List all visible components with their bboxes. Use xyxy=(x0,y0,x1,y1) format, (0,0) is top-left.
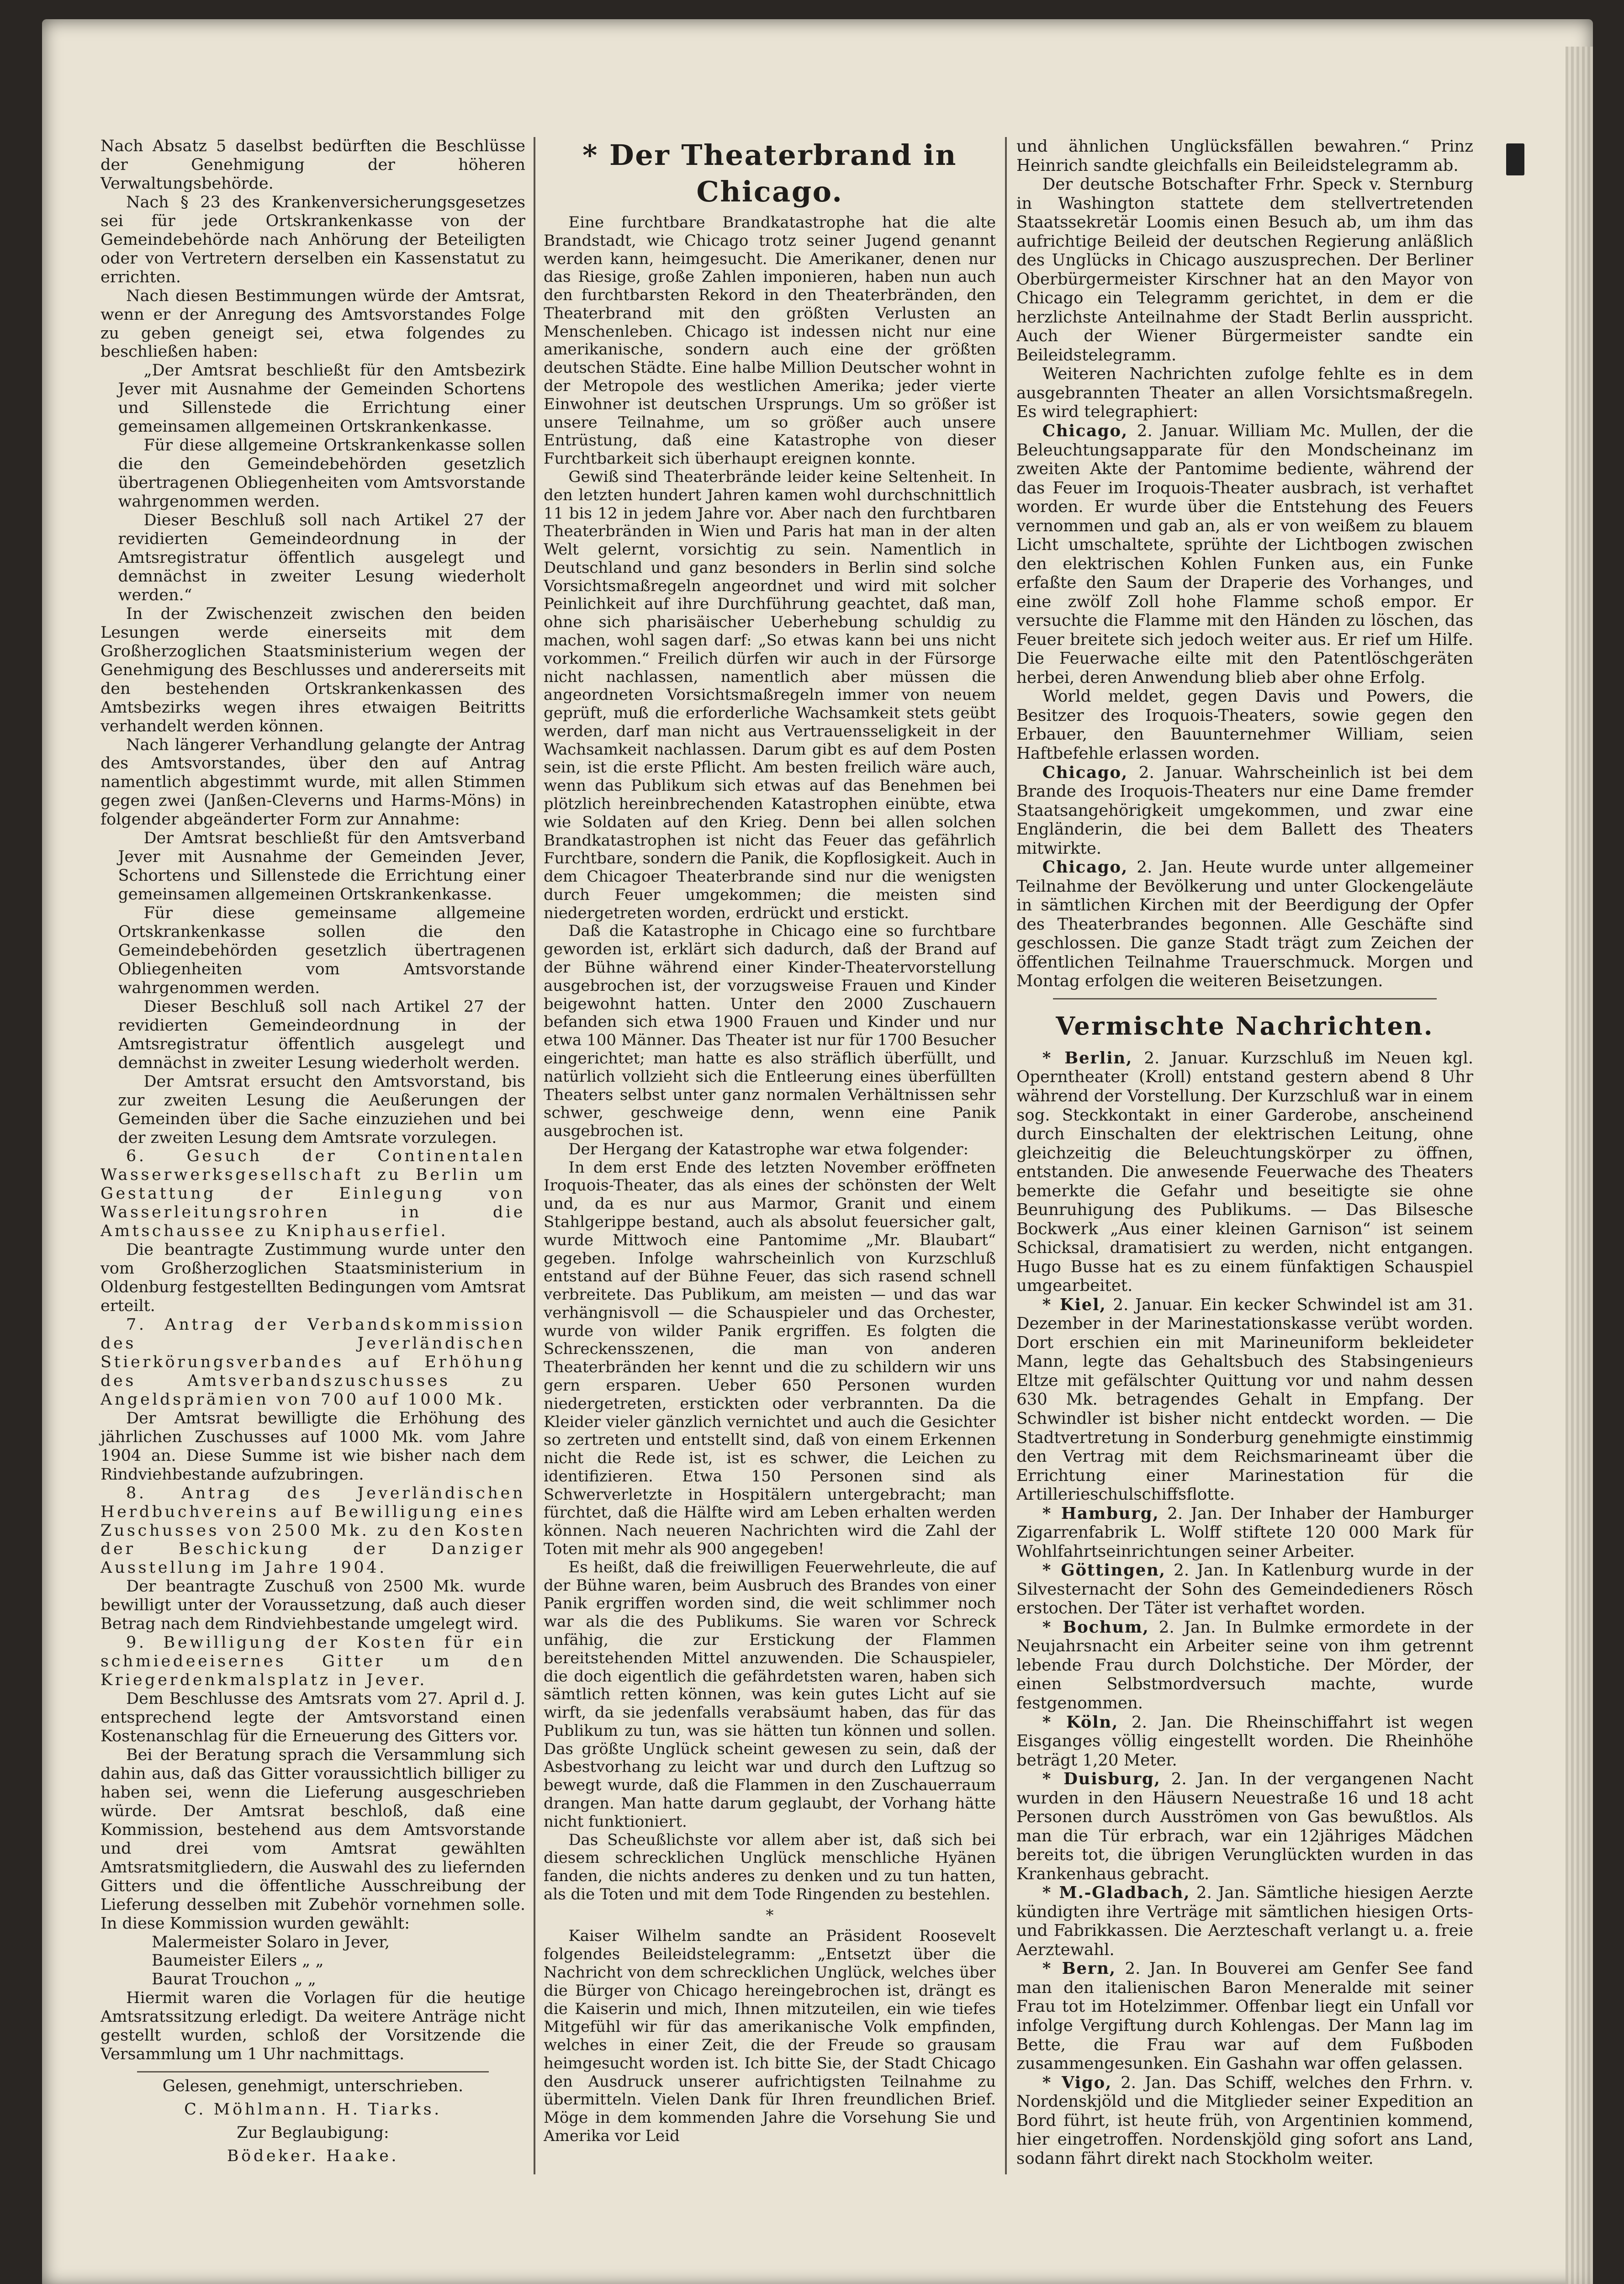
resolution-text: Für diese allgemeine Ortskrankenkasse sollen die den Gemeindebehörden gesetzlich übertragenen Obliegenheiten vom Amtsvorstande wahrgenommen werden. xyxy=(118,436,525,511)
news-item xyxy=(1016,1295,1473,1504)
signoff-line: Gelesen, genehmigt, unterschrieben. xyxy=(162,2077,464,2096)
paragraph: Es heißt, daß die freiwilligen Feuerwehrleute, die auf der Bühne waren, beim Ausbruch des Brandes von einer Panik ergriffen worden sind, die weit schlimmer noch war als die des Publikums. Sie waren vor Schreck unfähig, die zur Erstickung der Flammen bereitstehenden Mittel anzuwenden. Die Schauspieler, die doch eigentlich die gefährdetsten waren, haben sich sämtlich retten können, was kein gutes Licht auf sie wirft, da sie jedenfalls verabsäumt haben, das für das Publikum zu tun, was sie hätten tun können und sollen. Das größte Unglück scheint gewesen zu sein, daß der Asbestvorhang zu leicht war und durch den Luftzug so bewegt wurde, daß die Flammen in den Zuschauerraum drangen. Man hatte darum geglaubt, der Vorhang hätte nicht funktioniert. xyxy=(544,1558,996,1831)
commission-member: Baurat Trouchon „ „ xyxy=(152,1970,316,1989)
news-dateline: * M.-Gladbach, xyxy=(1042,1883,1190,1903)
paragraph: Der beantragte Zuschuß von 2500 Mk. wurde bewilligt unter der Voraussetzung, daß auch dieser Betrag nach dem Rindviehbestande umgelegt wird. xyxy=(101,1577,525,1634)
news-item xyxy=(1016,1713,1473,1770)
paragraph: Nach § 23 des Krankenversicherungsgesetzes sei für jede Ortskrankenkasse von der Gemeindebehörde nach Anhörung der Beteiligten oder von Vertretern derselben ein Kassenstatut zu errichten. xyxy=(101,193,525,286)
section-title: Vermischte Nachrichten. xyxy=(1056,1011,1434,1041)
news-dateline: * Köln, xyxy=(1042,1713,1119,1732)
resolution-text: Dieser Beschluß soll nach Artikel 27 der revidierten Gemeindeordnung in der Amtsregistratur öffentlich ausgelegt und demnächst in zweiter Lesung wiederholt werden.“ xyxy=(118,511,525,604)
paragraph: In der Zwischenzeit zwischen den beiden Lesungen werde einerseits mit dem Großherzoglichen Staatsministerium wegen der Genehmigung des Beschlusses und andererseits mit den bestehenden Ortskrankenkassen des Amtsbezirks wegen ihres etwaigen Beitritts verhandelt werden können. xyxy=(101,604,525,735)
agenda-item: 8. Antrag des Jeverländischen Herdbuchvereins auf Bewilligung eines Zuschusses von 2500 Mk. zu den Kosten der Beschickung der Danziger Ausstellung im Jahre 1904. xyxy=(101,1484,525,1577)
news-dateline: * Kiel, xyxy=(1042,1295,1106,1314)
kaiser-telegram: Kaiser Wilhelm sandte an Präsident Roosevelt folgendes Beileidstelegramm: „Entsetzt über die Nachricht von dem schrecklichen Unglück, welches über die Bürger von Chicago hereingebrochen ist, drängt es die Kaiserin und mich, Ihnen mitzuteilen, ein wie tiefes Mitgefühl wir für das amerikanische Volk empfinden, welches in einer Zeit, die der Freude so grausam heimgesucht worden ist. Ich bitte Sie, der Stadt Chicago den Ausdruck unserer aufrichtigsten Teilnahme zu übermitteln. Vielen Dank für Ihren freundlichen Brief. Möge in dem kommenden Jahre die Vorsehung Sie und Amerika vor Leid xyxy=(544,1927,996,2146)
news-item xyxy=(1016,1561,1473,1618)
paragraph: Eine furchtbare Brandkatastrophe hat die alte Brandstadt, wie Chicago trotz seiner Jugend genannt werden kann, heimgesucht. Die Amerikaner, denen nur das Riesige, große Zahlen imponieren, haben nun auch den furchtbarsten Rekord in den Theaterbränden, den Theaterbrand mit den größten Verlusten an Menschenleben. Chicago ist indessen nicht nur eine amerikanische, sondern auch eine der größten deutschen Städte. Eine halbe Million Deutscher wohnt in der Metropole des westlichen Amerika; jeder vierte Einwohner ist deutschen Ursprungs. Um so größer ist unsere Teilnahme, um so größer auch unsere Entrüstung, daß eine Katastrophe von dieser Furchtbarkeit sich überhaupt ereignen konnte. xyxy=(544,213,996,468)
report xyxy=(1016,858,1473,991)
news-text: 2. Jan. Der Inhaber der Hamburger Zigarrenfabrik L. Wolff stiftete 120 000 Mark für Wohlfahrtseinrichtungen seiner Arbeiter. xyxy=(1016,1504,1473,1561)
certifiers: Bödeker. Haake. xyxy=(227,2147,399,2166)
news-dateline: * Berlin, xyxy=(1042,1048,1133,1068)
paragraph: Nach längerer Verhandlung gelangte der Antrag des Amtsvorstandes, über den auf Antrag namentlich abgestimmt wurde, mit allen Stimmen gegen zwei (Janßen-Cleverns und Harms-Möns) in folgender abgeänderter Form zur Annahme: xyxy=(101,735,525,829)
paragraph: Nach diesen Bestimmungen würde der Amtsrat, wenn er der Anregung des Amtsvorstandes Folge zu geben geneigt sei, etwa folgendes zu beschließen haben: xyxy=(101,286,525,361)
news-dateline: * Vigo, xyxy=(1042,2073,1112,2092)
news-dateline: * Bern, xyxy=(1042,1959,1116,1978)
news-item xyxy=(1016,2073,1473,2168)
agenda-item: 7. Antrag der Verbandskommission des Jeverländischen Stierkörungsverbandes auf Erhöhung des Amtsverbandszuschusses zu Angeldsprämien von 700 auf 1000 Mk. xyxy=(101,1316,525,1409)
news-text: 2. Jan. Sämtliche hiesigen Aerzte kündigten ihre Verträge mit sämtlichen hiesigen Orts- und Fabrikkassen. Die Aerzteschaft verlangt u. a. freie Aerztewahl. xyxy=(1016,1883,1473,1959)
report xyxy=(1016,763,1473,858)
paragraph: Dem Beschlusse des Amtsrats vom 27. April d. J. entsprechend legte der Amtsvorstand einen Kostenanschlag für die Erneuerung des Gitters vor. xyxy=(101,1690,525,1746)
column-nachrichten xyxy=(1016,137,1473,2168)
news-dateline: * Göttingen, xyxy=(1042,1561,1166,1580)
column-rule-left xyxy=(534,137,535,2174)
agenda-item: 6. Gesuch der Continentalen Wasserwerksgesellschaft zu Berlin um Gestattung der Einlegung von Wasserleitungsrohren in die Amtschaussee zu Kniphauserfiel. xyxy=(101,1147,525,1241)
news-item xyxy=(1016,1618,1473,1713)
paragraph: Nach Absatz 5 daselbst bedürften die Beschlüsse der Genehmigung der höheren Verwaltungsbehörde. xyxy=(101,137,525,193)
news-item xyxy=(1016,1883,1473,1959)
paragraph: Der deutsche Botschafter Frhr. Speck v. Sternburg in Washington stattete dem stellvertretenden Staatssekretär Loomis einen Besuch ab, um ihm das aufrichtige Beileid der deutschen Regierung anläßlich des Unglücks in Chicago auszusprechen. Der Berliner Oberbürgermeister Kirschner hat an den Mayor von Chicago ein Telegramm gerichtet, in dem er die herzlichste Anteilnahme der Stadt Berlin ausspricht. Auch der Wiener Bürgermeister sandte ein Beileidstelegramm. xyxy=(1016,175,1473,365)
report-text: 2. Januar. William Mc. Mullen, der die Beleuchtungsapparate für den Mondscheinanz im zweiten Akte der Pantomime bediente, während der das Feuer im Iroquois-Theater ausbrach, ist verhaftet worden. Er wurde über die Entstehung des Feuers vernommen und gab an, als er von weißem zu blauem Licht umschaltete, sprühte der Lichtbogen zwischen den elektrischen Kohlen Funken aus, ein Funke erfaßte den Saum der Draperie des Vorhanges, und eine zwölf Zoll hohe Flamme schoß empor. Er versuchte die Flamme mit den Händen zu löschen, das Feuer breitete sich jedoch weiter aus. Er rief um Hilfe. Die Feuerwache eilte mit den Patentlöschgeräten herbei, deren Anwendung blieb aber ohne Erfolg. xyxy=(1016,421,1473,687)
resolution-text: Der Amtsrat ersucht den Amtsvorstand, bis zur zweiten Lesung die Aeußerungen der Gemeinden über die Sache einzuziehen und bei der zweiten Lesung dem Amtsrate vorzulegen. xyxy=(118,1072,525,1147)
resolution-text: Dieser Beschluß soll nach Artikel 27 der revidierten Gemeindeordnung in der Amtsregistratur öffentlich ausgelegt und demnächst in zweiter Lesung wiederholt werden. xyxy=(118,997,525,1072)
column-amtsrat xyxy=(101,137,525,2166)
paragraph: Die beantragte Zustimmung wurde unter den vom Großherzoglichen Staatsministerium in Oldenburg festgestellten Bedingungen vom Amtsrat erteilt. xyxy=(101,1241,525,1316)
paragraph: Daß die Katastrophe in Chicago eine so furchtbare geworden ist, erklärt sich dadurch, daß der Brand auf der Bühne während einer Kinder-Theatervorstellung ausgebrochen ist, der vorzugsweise Frauen und Kinder beigewohnt hatten. Unter den 2000 Zuschauern befanden sich etwa 1900 Frauen und Kinder und nur etwa 100 Männer. Das Theater ist nur für 1700 Besucher eingerichtet; man hatte es also sträflich überfüllt, und natürlich vollzieht sich die Entleerung eines überfüllten Theaters selbst unter ganz normalen Verhältnissen sehr schwer, geschweige denn, wenn eine Panik ausgebrochen ist. xyxy=(544,922,996,1141)
divider xyxy=(137,2071,489,2073)
paragraph: In dem erst Ende des letzten November eröffneten Iroquois-Theater, das als eines der schönsten der Welt und, da es nur aus Marmor, Granit und einem Stahlgerippe bestand, auch als absolut feuersicher galt, wurde Mittwoch eine Pantomime „Mr. Blaubart“ gegeben. Infolge wahrscheinlich von Kurzschluß entstand auf der Bühne Feuer, das sich rasend schnell verbreitete. Das Publikum, am meisten — und das war verhängnisvoll — die Schauspieler und das Orchester, wurde von wilder Panik ergriffen. Es folgten die Schreckensszenen, die man von anderen Theaterbränden her kennt und die zu schildern wir uns gern ersparen. Ueber 650 Personen wurden niedergetreten, erstickten oder verbrannten. Da die Kleider vieler gänzlich vernichtet und auch die Gesichter so zertreten und entstellt sind, daß von einem Erkennen nicht die Rede ist, ist es schwer, die Leichen zu identifizieren. Etwa 150 Personen sind als Schwerverletzte in Hospitälern untergebracht; man fürchtet, daß die Hälfte wird am Leben erhalten werden können. Nach neueren Nachrichten wird die Zahl der Toten mit mehr als 900 angegeben! xyxy=(544,1158,996,1559)
resolution-text: Der Amtsrat beschließt für den Amtsverband Jever mit Ausnahme der Gemeinden Jever, Schortens und Sillenstede die Errichtung einer gemeinsamen allgemeinen Ortskrankenkasse. xyxy=(118,829,525,904)
closing-paragraph: Hiermit waren die Vorlagen für die heutige Amtsratssitzung erledigt. Da weitere Anträge nicht gestellt wurden, schloß der Vorsitzende die Versammlung um 1 Uhr nachmittags. xyxy=(101,1989,525,2064)
report xyxy=(1016,422,1473,687)
news-text: 2. Jan. In Katlenburg wurde in der Silvesternacht der Sohn des Gemeindedieners Rösch erstochen. Der Täter ist verhaftet worden. xyxy=(1016,1561,1474,1618)
article-headline: * Der Theaterbrand in Chicago. xyxy=(582,138,957,208)
commission-member: Malermeister Solaro in Jever, xyxy=(152,1933,390,1951)
report xyxy=(1016,687,1473,763)
news-text: 2. Jan. Das Schiff, welches den Frhrn. v. Nordenskjöld und die Mitglieder seiner Expedition an Bord führt, ist heute früh, von Argentinien kommend, hier eingetroffen. Nordenskjöld ging sofort ans Land, sodann fährt direkt nach Stockholm weiter. xyxy=(1016,2073,1473,2168)
agenda-item: 9. Bewilligung der Kosten für ein schmiedeeisernes Gitter um den Kriegerdenkmalsplatz in Jever. xyxy=(101,1634,525,1690)
page-edge-stack xyxy=(1566,47,1593,2284)
certification-label: Zur Beglaubigung: xyxy=(237,2124,389,2142)
resolution-text: Für diese gemeinsame allgemeine Ortskrankenkasse sollen die den Gemeindebehörden gesetzlich übertragenen Obliegenheiten vom Amtsvorstande wahrgenommen werden. xyxy=(118,904,525,997)
news-text: 2. Januar. Ein kecker Schwindel ist am 31. Dezember in der Marinestationskasse verübt worden. Dort erschien ein mit Marineuniform bekleideter Mann, legte das Gehaltsbuch des Stabsingenieurs Eltze mit gefälschter Quittung vor und nahm dessen 630 Mk. betragendes Gehalt in Empfang. Der Schwindler ist bisher nicht entdeckt worden. — Die Stadtvertretung in Sonderburg genehmigte einstimmig den Vertrag mit dem Reichsmarineamt über die Errichtung einer Marinestation für die Artillerieschulschiffsflotte. xyxy=(1016,1295,1473,1504)
paragraph: und ähnlichen Unglücksfällen bewahren.“ Prinz Heinrich sandte gleichfalls ein Beileidstelegramm ab. xyxy=(1016,137,1473,175)
news-item xyxy=(1016,1770,1473,1883)
divider xyxy=(1053,998,1437,999)
column-theaterbrand xyxy=(544,137,996,2146)
news-text: 2. Jan. In Bulmke ermordete in der Neujahrsnacht ein Arbeiter seine von ihm getrennt lebende Frau durch Dolchstiche. Der Mörder, der einen Selbstmordversuch machte, wurde festgenommen. xyxy=(1016,1618,1473,1713)
commission-member: Baumeister Eilers „ „ xyxy=(152,1951,324,1970)
section-star: * xyxy=(766,1906,774,1924)
paragraph: Bei der Beratung sprach die Versammlung sich dahin aus, daß das Gitter voraussichtlich billiger zu haben sei, wenn die Lieferung ausgeschrieben würde. Der Amtsrat beschloß, daß eine Kommission, bestehend aus dem Amtsvorstande und drei vom Amtsrat gewählten Amtsratsmitgliedern, die Auswahl des zu liefernden Gitters und die öffentliche Ausschreibung der Lieferung desselben mit Zubehör vornehmen solle. In diese Kommission wurden gewählt: xyxy=(101,1745,525,1933)
news-text: 2. Jan. Die Rheinschiffahrt ist wegen Eisganges völlig eingestellt worden. Die Rheinhöhe beträgt 1,20 Meter. xyxy=(1016,1713,1473,1770)
news-text: 2. Januar. Kurzschluß im Neuen kgl. Operntheater (Kroll) entstand gestern abend 8 Uhr während der Vorstellung. Der Kurzschluß war in einem sog. Steckkontakt in einer Garderobe, anscheinend durch Einschalten der elektrischen Leitung, ohne gleichzeitig die Beleuchtungskörper zu öffnen, entstanden. Die anwesende Feuerwache des Theaters bemerkte die Gefahr und beseitigte sie ohne Beunruhigung des Publikums. — Das Bilsesche Bockwerk „Aus einer kleinen Garnison“ ist seinem Schicksal, dramatisiert zu werden, nicht entgangen. Hugo Busse hat es zu einem fünfaktigen Schauspiel umgearbeitet. xyxy=(1016,1048,1473,1295)
resolution-text: „Der Amtsrat beschließt für den Amtsbezirk Jever mit Ausnahme der Gemeinden Schortens und Sillenstede die Errichtung einer gemeinsamen allgemeinen Ortskrankenkasse. xyxy=(118,361,525,436)
news-item xyxy=(1016,1504,1473,1561)
news-dateline: * Duisburg, xyxy=(1042,1770,1161,1789)
report-text: World meldet, gegen Davis und Powers, die Besitzer des Iroquois-Theaters, sowie gegen den Erbauer, den Bauunternehmer William, seien Haftbefehle erlassen worden. xyxy=(1016,687,1473,763)
report-dateline: Chicago, xyxy=(1042,858,1128,877)
color-calibration-mark xyxy=(1506,143,1524,175)
paragraph: Weiteren Nachrichten zufolge fehlte es in dem ausgebrannten Theater an allen Vorsichtsmaßregeln. Es wird telegraphiert: xyxy=(1016,365,1473,422)
paragraph: Der Hergang der Katastrophe war etwa folgender: xyxy=(568,1140,969,1158)
paragraph: Der Amtsrat bewilligte die Erhöhung des jährlichen Zuschusses auf 1000 Mk. vom Jahre 1904 an. Diese Summe ist wie bisher nach dem Rindviehbestande aufzubringen. xyxy=(101,1409,525,1484)
news-dateline: * Hamburg, xyxy=(1042,1504,1159,1523)
news-text: 2. Jan. In Bouverei am Genfer See fand man den italienischen Baron Meneralde mit seiner Frau tot im Hotelzimmer. Offenbar liegt ein Unfall vor infolge Vergiftung durch Kohlengas. Der Mann lag im Bette, die Frau war auf dem Fußboden zusammengesunken. Ein Gashahn war offen gelassen. xyxy=(1016,1959,1473,2073)
paragraph: Gewiß sind Theaterbrände leider keine Seltenheit. In den letzten hundert Jahren kamen wohl durchschnittlich 11 bis 12 in jedem Jahre vor. Aber nach den furchtbaren Theaterbränden in Wien und Paris hat man in der alten Welt gelernt, vorsichtig zu sein. Namentlich in Deutschland und ganz besonders in Berlin sind solche Vorsichtsmaßregeln angeordnet und wird mit solcher Peinlichkeit auf ihre Durchführung geachtet, daß man, ohne sich pharisäischer Ueberhebung schuldig zu machen, wohl sagen darf: „So etwas kann bei uns nicht vorkommen.“ Freilich dürfen wir auch in der Fürsorge nicht nachlassen, namentlich aber müssen die angeordneten Vorsichtsmaßregeln immer von neuem geprüft, muß die erforderliche Wachsamkeit stets geübt werden, darf man nicht aus Vertrauensseligkeit in der Wachsamkeit nachlassen. Darum gibt es auf dem Posten sein, ist die erste Pflicht. Am besten freilich wäre auch, wenn das Publikum sich etwas auf das Benehmen bei plötzlich hereinbrechenden Katastrophen einübte, etwa wie Soldaten auf den Krieg. Denn bei allen solchen Brandkatastrophen ist nicht das Feuer das gefährlich Furchtbare, sondern die Panik, die Kopflosigkeit. Auch in dem Chicagoer Theaterbrande sind nur die wenigsten durch Feuer umgekommen; die meisten sind niedergetreten worden, erdrückt und erstickt. xyxy=(544,467,996,922)
report-text: 2. Jan. Heute wurde unter allgemeiner Teilnahme der Bevölkerung und unter Glockengeläute in sämtlichen Kirchen mit der Beerdigung der Opfer des Theaterbrandes begonnen. Alle Geschäfte sind geschlossen. Die ganze Stadt trägt zum Zeichen der öffentlichen Teilnahme Trauerschmuck. Morgen und Montag erfolgen die weiteren Beisetzungen. xyxy=(1016,858,1473,991)
paragraph: Das Scheußlichste vor allem aber ist, daß sich bei diesem schrecklichen Unglück menschliche Hyänen fanden, die nichts anderes zu denken und zu tun hatten, als die Toten und mit dem Tode Ringenden zu bestehlen. xyxy=(544,1830,996,1903)
report-dateline: Chicago, xyxy=(1042,421,1128,440)
column-rule-right xyxy=(1005,137,1007,2174)
news-dateline: * Bochum, xyxy=(1042,1618,1149,1637)
report-text: 2. Januar. Wahrscheinlich ist bei dem Brande des Iroquois-Theaters nur eine Dame fremder Staatsangehörigkeit umgekommen, und zwar eine Engländerin, die bei dem Ballett des Theaters mitwirkte. xyxy=(1016,763,1473,858)
report-dateline: Chicago, xyxy=(1042,763,1128,782)
news-text: 2. Jan. In der vergangenen Nacht wurden in den Häusern Neuestraße 16 und 18 acht Personen durch Ausströmen von Gas bewußtlos. Als man die Tür erbrach, war ein 12jähriges Mädchen bereits tot, die übrigen Verunglückten wurden in das Krankenhaus gebracht. xyxy=(1016,1770,1473,1883)
news-item xyxy=(1016,1049,1473,1295)
news-item xyxy=(1016,1959,1473,2073)
signatories: C. Möhlmann. H. Tiarks. xyxy=(184,2100,442,2119)
